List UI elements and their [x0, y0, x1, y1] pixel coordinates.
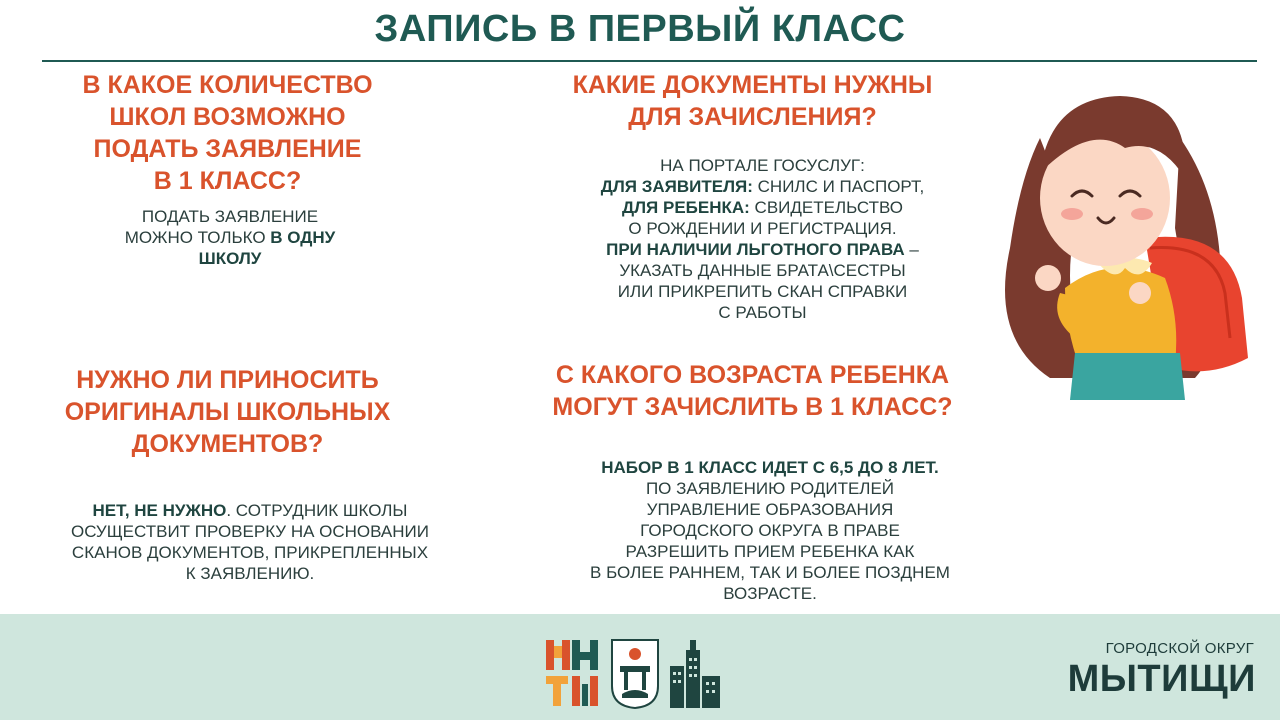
question-documents	[535, 69, 970, 133]
question-schools-count	[55, 69, 400, 197]
answer-line: НА ПОРТАЛЕ ГОСУСЛУГ:	[660, 156, 865, 175]
question-line: ДЛЯ ЗАЧИСЛЕНИЯ?	[628, 103, 877, 131]
girl-illustration	[980, 78, 1250, 400]
answer-line: ГОРОДСКОГО ОКРУГА В ПРАВЕ	[640, 521, 900, 540]
answer-line: ОСУЩЕСТВИТ ПРОВЕРКУ НА ОСНОВАНИИ	[71, 522, 429, 541]
answer-line: О РОЖДЕНИИ И РЕГИСТРАЦИЯ.	[628, 219, 897, 238]
answer-bold: ДЛЯ РЕБЕНКА:	[622, 198, 750, 217]
answer-bold: В ОДНУ	[270, 228, 336, 247]
answer-bold: ПРИ НАЛИЧИИ ЛЬГОТНОГО ПРАВА	[606, 240, 905, 259]
answer-line: К ЗАЯВЛЕНИЮ.	[185, 564, 315, 583]
answer-line	[80, 248, 380, 269]
question-line: В 1 КЛАСС?	[153, 167, 302, 195]
answer-schools-count	[80, 206, 380, 269]
answer-line	[80, 227, 380, 248]
answer-line	[40, 500, 460, 521]
city-logos	[540, 636, 730, 710]
question-line: С КАКОГО ВОЗРАСТА РЕБЕНКА	[555, 361, 950, 389]
answer-line	[555, 457, 985, 478]
answer-line: РАЗРЕШИТЬ ПРИЕМ РЕБЕНКА КАК	[625, 542, 915, 561]
question-originals	[40, 364, 415, 460]
answer-line	[560, 176, 965, 197]
question-line: КАКИЕ ДОКУМЕНТЫ НУЖНЫ	[572, 71, 933, 99]
buildings-icon	[670, 640, 720, 708]
question-line: НУЖНО ЛИ ПРИНОСИТЬ	[76, 366, 379, 394]
question-line: ПОДАТЬ ЗАЯВЛЕНИЕ	[93, 135, 362, 163]
answer-line: ИЛИ ПРИКРЕПИТЬ СКАН СПРАВКИ	[617, 282, 908, 301]
answer-bold: НАБОР В 1 КЛАСС ИДЕТ С 6,5 ДО 8 ЛЕТ.	[601, 458, 939, 477]
answer-text: МОЖНО ТОЛЬКО	[124, 228, 271, 247]
answer-line: В БОЛЕЕ РАННЕМ, ТАК И БОЛЕЕ ПОЗДНЕМ	[590, 563, 950, 582]
answer-line: С РАБОТЫ	[718, 303, 807, 322]
answer-line	[560, 197, 965, 218]
answer-line: УПРАВЛЕНИЕ ОБРАЗОВАНИЯ	[646, 500, 894, 519]
answer-text: –	[904, 240, 919, 259]
coat-of-arms-icon	[612, 640, 658, 708]
answer-line: ПО ЗАЯВЛЕНИЮ РОДИТЕЛЕЙ	[645, 479, 895, 498]
answer-age	[555, 457, 985, 604]
footer	[0, 614, 1280, 720]
question-line: ОРИГИНАЛЫ ШКОЛЬНЫХ	[64, 398, 391, 426]
answer-line: СКАНОВ ДОКУМЕНТОВ, ПРИКРЕПЛЕННЫХ	[71, 543, 429, 562]
title-divider	[42, 60, 1257, 62]
answer-bold: ШКОЛУ	[198, 249, 262, 268]
answer-bold: НЕТ, НЕ НУЖНО	[92, 501, 227, 520]
question-line: В КАКОЕ КОЛИЧЕСТВО	[82, 71, 373, 99]
question-line: ДОКУМЕНТОВ?	[131, 430, 324, 458]
question-line: ШКОЛ ВОЗМОЖНО	[109, 103, 346, 131]
brand-title: МЫТИЩИ	[1067, 658, 1256, 700]
page-title: ЗАПИСЬ В ПЕРВЫЙ КЛАСС	[374, 8, 906, 50]
answer-line: УКАЗАТЬ ДАННЫЕ БРАТА\СЕСТРЫ	[619, 261, 906, 280]
question-age	[520, 359, 985, 423]
answer-bold: ДЛЯ ЗАЯВИТЕЛЯ:	[600, 177, 753, 196]
mytishchi-letters-logo	[546, 640, 598, 706]
answer-line: ПОДАТЬ ЗАЯВЛЕНИЕ	[141, 207, 319, 226]
question-line: МОГУТ ЗАЧИСЛИТЬ В 1 КЛАСС?	[552, 393, 953, 421]
answer-line	[560, 239, 965, 260]
answer-line: ВОЗРАСТЕ.	[723, 584, 817, 603]
brand-subtitle: ГОРОДСКОЙ ОКРУГ	[1105, 640, 1254, 657]
answer-text: . СОТРУДНИК ШКОЛЫ	[226, 501, 408, 520]
answer-originals	[40, 500, 460, 584]
answer-text: СНИЛС И ПАСПОРТ,	[752, 177, 925, 196]
answer-text: СВИДЕТЕЛЬСТВО	[749, 198, 903, 217]
answer-documents	[560, 155, 965, 323]
